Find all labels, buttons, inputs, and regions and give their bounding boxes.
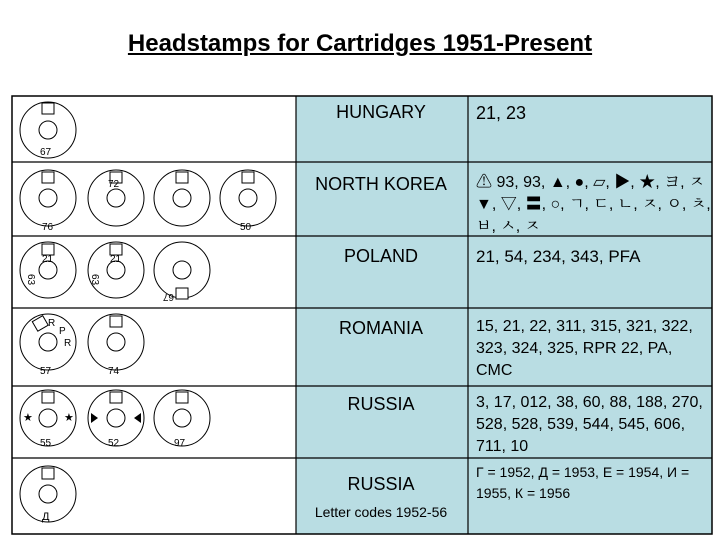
codes-russia: 3, 17, 012, 38, 60, 88, 188, 270, 528, 528, 539, 544, 545, 606, 711, 10: [476, 394, 703, 455]
stamp-label: 50: [240, 222, 252, 233]
headstamp-russia-97: [154, 390, 210, 449]
page-title: Headstamps for Cartridges 1951-Present: [127, 30, 593, 57]
headstamp-poland-2: [88, 242, 144, 298]
country-hungary: HUNGARY: [336, 102, 426, 122]
stamp-label: 63: [25, 274, 36, 286]
headstamp-nk-72: [20, 170, 76, 233]
country-poland: POLAND: [343, 246, 419, 266]
headstamp-nk-50: [220, 170, 276, 233]
star-icon: ★: [64, 412, 74, 424]
stamp-label: 21: [110, 254, 122, 265]
headstamp-poland-3: [154, 242, 210, 302]
codes-russia-letters: Г = 1952, Д = 1953, Е = 1954, И = 1955, К = 1956: [476, 464, 690, 501]
headstamp-hungary: [20, 102, 76, 158]
stamp-label: 52: [108, 438, 120, 449]
headstamp-romania-74: [88, 314, 144, 377]
headstamp-russia-triangles: [88, 390, 144, 449]
headstamp-nk-blank: [154, 170, 210, 226]
stamp-label: 21: [42, 254, 54, 265]
stamp-label: 67: [40, 147, 52, 158]
letter-codes-subtitle: Letter codes 1952-56: [314, 504, 448, 520]
headstamp-romania-rpr: [20, 314, 76, 377]
stamp-label: 63: [89, 274, 100, 286]
headstamp-poland-1: [20, 242, 76, 298]
codes-poland: 21, 54, 234, 343, PFA: [476, 247, 641, 266]
stamp-label: 76: [42, 222, 54, 233]
stamp-label: Д: [42, 511, 50, 523]
country-russia: RUSSIA: [347, 394, 415, 414]
country-russia-letters: RUSSIA: [347, 474, 415, 494]
stamp-label: 57: [40, 366, 52, 377]
codes-north-korea: ⚠ 93, 93, ▲, ●, ⏥, ▶, ★, ヨ, ㅈ ▼, ▽, 〓, ○, ㄱ, ㄷ, ㄴ, ㅈ, ㅇ, ㅊ, ㅂ, ㅅ, ㅈ: [476, 174, 711, 235]
stamp-label: 97: [174, 438, 186, 449]
stamp-label: P: [59, 326, 66, 337]
headstamp-nk-76: [88, 170, 144, 226]
headstamp-russia-stars: [20, 390, 76, 449]
codes-hungary: 21, 23: [476, 103, 527, 123]
stamp-label: 55: [40, 438, 52, 449]
codes-romania: 15, 21, 22, 311, 315, 321, 322, 323, 324, 325, RPR 22, PA, CMC: [476, 318, 693, 379]
headstamp-russia-letter: [20, 466, 76, 523]
star-icon: ★: [23, 412, 33, 424]
country-north-korea: NORTH KOREA: [315, 174, 447, 194]
stamp-label: R: [64, 338, 72, 349]
stamp-label: 72: [108, 179, 120, 190]
stamp-label: 67: [162, 291, 174, 302]
stamp-label: R: [48, 318, 56, 329]
stamp-label: 74: [108, 366, 120, 377]
country-romania: ROMANIA: [338, 318, 423, 338]
